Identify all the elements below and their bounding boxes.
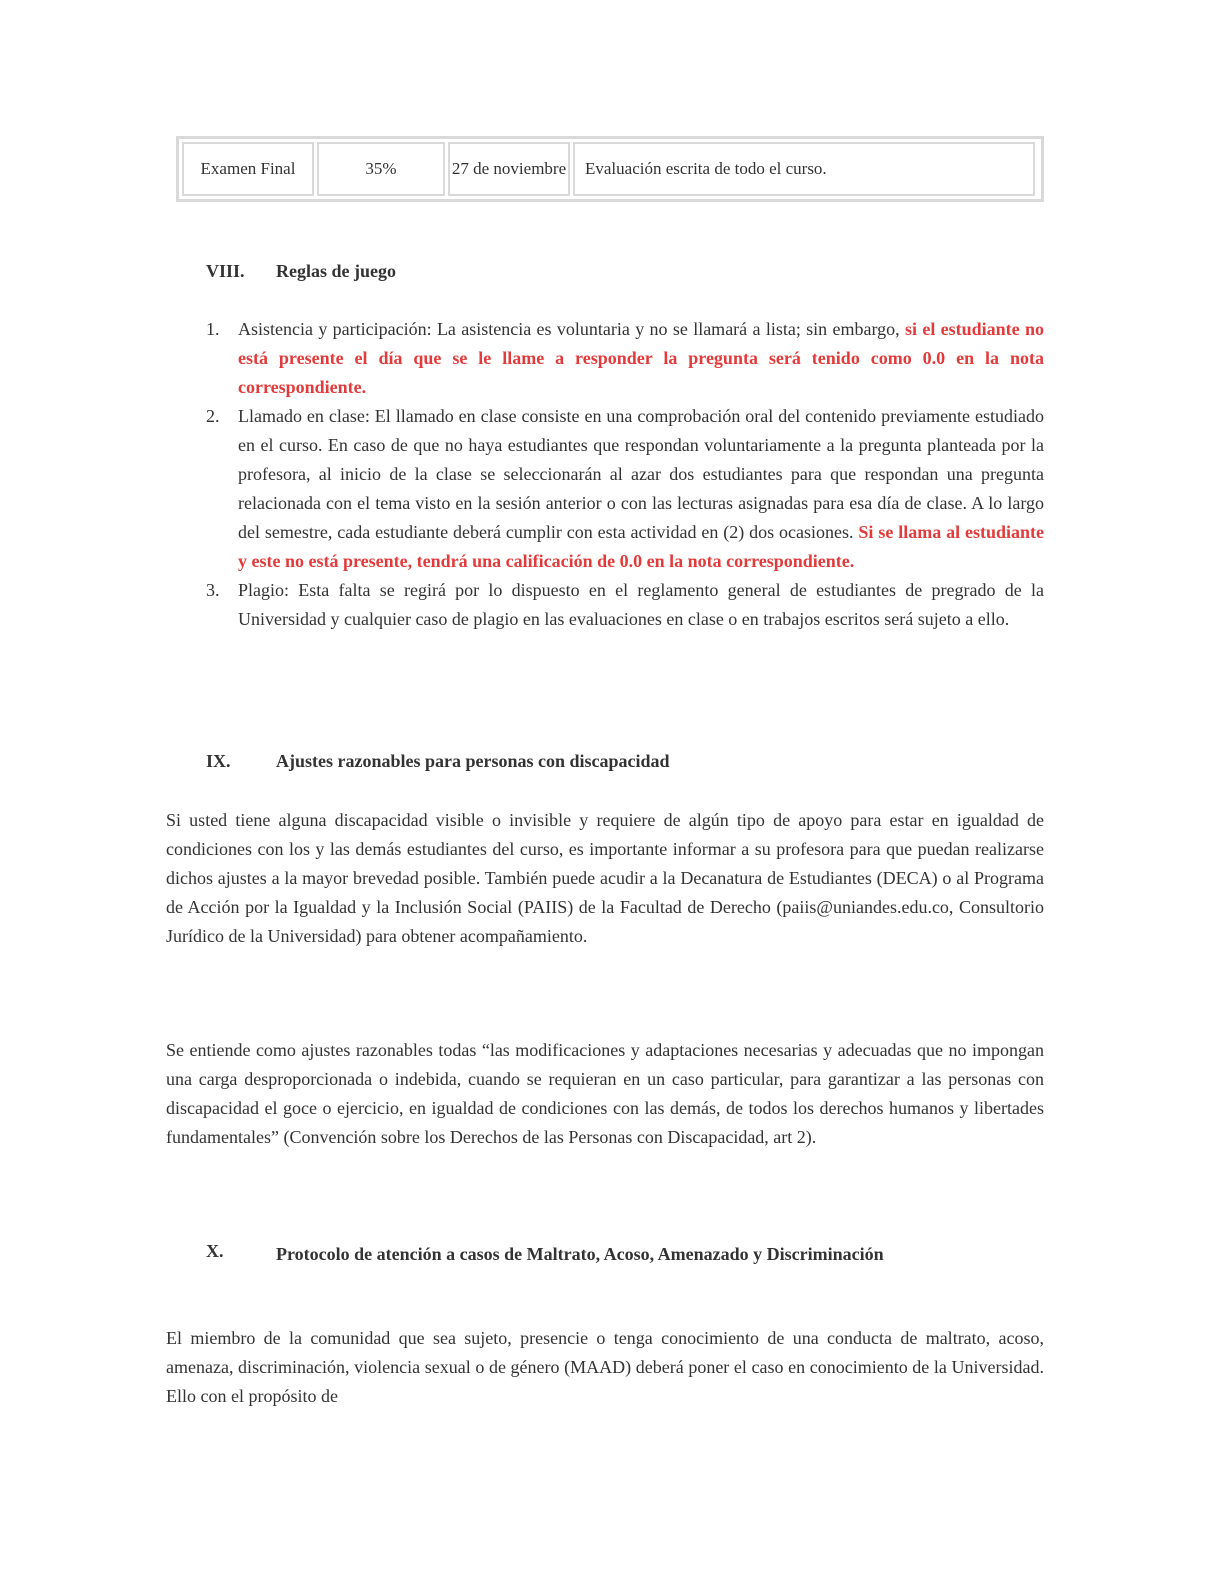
list-marker: 1. xyxy=(206,319,220,339)
item-warning: si el estudiante no está presente el día que se le llame a responder la pregunta será tenido como 0.0 en la nota correspondiente. xyxy=(238,319,1044,397)
table-cell-description: Evaluación escrita de todo el curso. xyxy=(573,142,1035,196)
section-number: IX. xyxy=(206,751,231,771)
list-item xyxy=(206,402,1044,576)
table-cell-activity: Examen Final xyxy=(182,142,314,196)
evaluation-table xyxy=(176,136,1044,202)
paragraph: Si usted tiene alguna discapacidad visible o invisible y requiere de algún tipo de apoyo para estar en igualdad de condiciones con los y las demás estudiantes del curso, es importante informar a su profesora para que puedan realizarse dichos ajustes a la mayor brevedad posible. También puede acudir a la Decanatura de Estudiantes (DECA) o al Programa de Acción por la Igualdad y la Inclusión Social (PAIIS) de la Facultad de Derecho (paiis@uniandes.edu.co, Consultorio Jurídico de la Universidad) para obtener acompañamiento. xyxy=(166,810,1044,946)
section-heading-viii xyxy=(206,260,396,282)
section-title: Reglas de juego xyxy=(276,261,396,281)
section-number: X. xyxy=(206,1241,224,1261)
section-number: VIII. xyxy=(206,261,245,281)
section-title: Ajustes razonables para personas con discapacidad xyxy=(276,751,670,771)
table-cell-date: 27 de noviembre xyxy=(448,142,570,196)
item-text: Llamado en clase: El llamado en clase consiste en una comprobación oral del contenido previamente estudiado en el curso. En caso de que no haya estudiantes que respondan voluntariamente a la pregunta planteada por la profesora, al inicio de la clase se seleccionarán al azar dos estudiantes para que respondan una pregunta relacionada con el tema visto en la sesión anterior o con las lecturas asignadas para esa día de clase. A lo largo del semestre, cada estudiante deberá cumplir con esta actividad en (2) dos ocasiones. xyxy=(238,406,1044,542)
list-marker: 3. xyxy=(206,580,220,600)
table-cell-percentage: 35% xyxy=(317,142,445,196)
item-warning: Si se llama al estudiante y este no está presente, tendrá una calificación de 0.0 en la nota correspondiente. xyxy=(238,522,1044,571)
paragraph: Se entiende como ajustes razonables todas “las modificaciones y adaptaciones necesarias y adecuadas que no impongan una carga desproporcionada o indebida, cuando se requieran en un caso particular, para garantizar a las personas con discapacidad el goce o ejercicio, en igualdad de condiciones con las demás, de todos los derechos humanos y libertades fundamentales” (Convención sobre los Derechos de las Personas con Discapacidad, art 2). xyxy=(166,1040,1044,1147)
item-text: Plagio: Esta falta se regirá por lo dispuesto en el reglamento general de estudiantes de pregrado de la Universidad y cualquier caso de plagio en las evaluaciones en clase o en trabajos escritos será sujeto a ello. xyxy=(238,580,1044,629)
rules-list xyxy=(206,315,1044,634)
list-marker: 2. xyxy=(206,406,220,426)
section-heading-ix xyxy=(206,750,670,772)
paragraph: El miembro de la comunidad que sea sujeto, presencie o tenga conocimiento de una conducta de maltrato, acoso, amenaza, discriminación, violencia sexual o de género (MAAD) deberá poner el caso en conocimiento de la Universidad. Ello con el propósito de xyxy=(166,1328,1044,1406)
section-title: Protocolo de atención a casos de Maltrato, Acoso, Amenazado y Discriminación xyxy=(276,1244,884,1264)
list-item xyxy=(206,576,1044,634)
section-heading-x xyxy=(206,1240,1044,1269)
list-item xyxy=(206,315,1044,402)
item-text: Asistencia y participación: La asistencia es voluntaria y no se llamará a lista; sin embargo, xyxy=(238,319,905,339)
